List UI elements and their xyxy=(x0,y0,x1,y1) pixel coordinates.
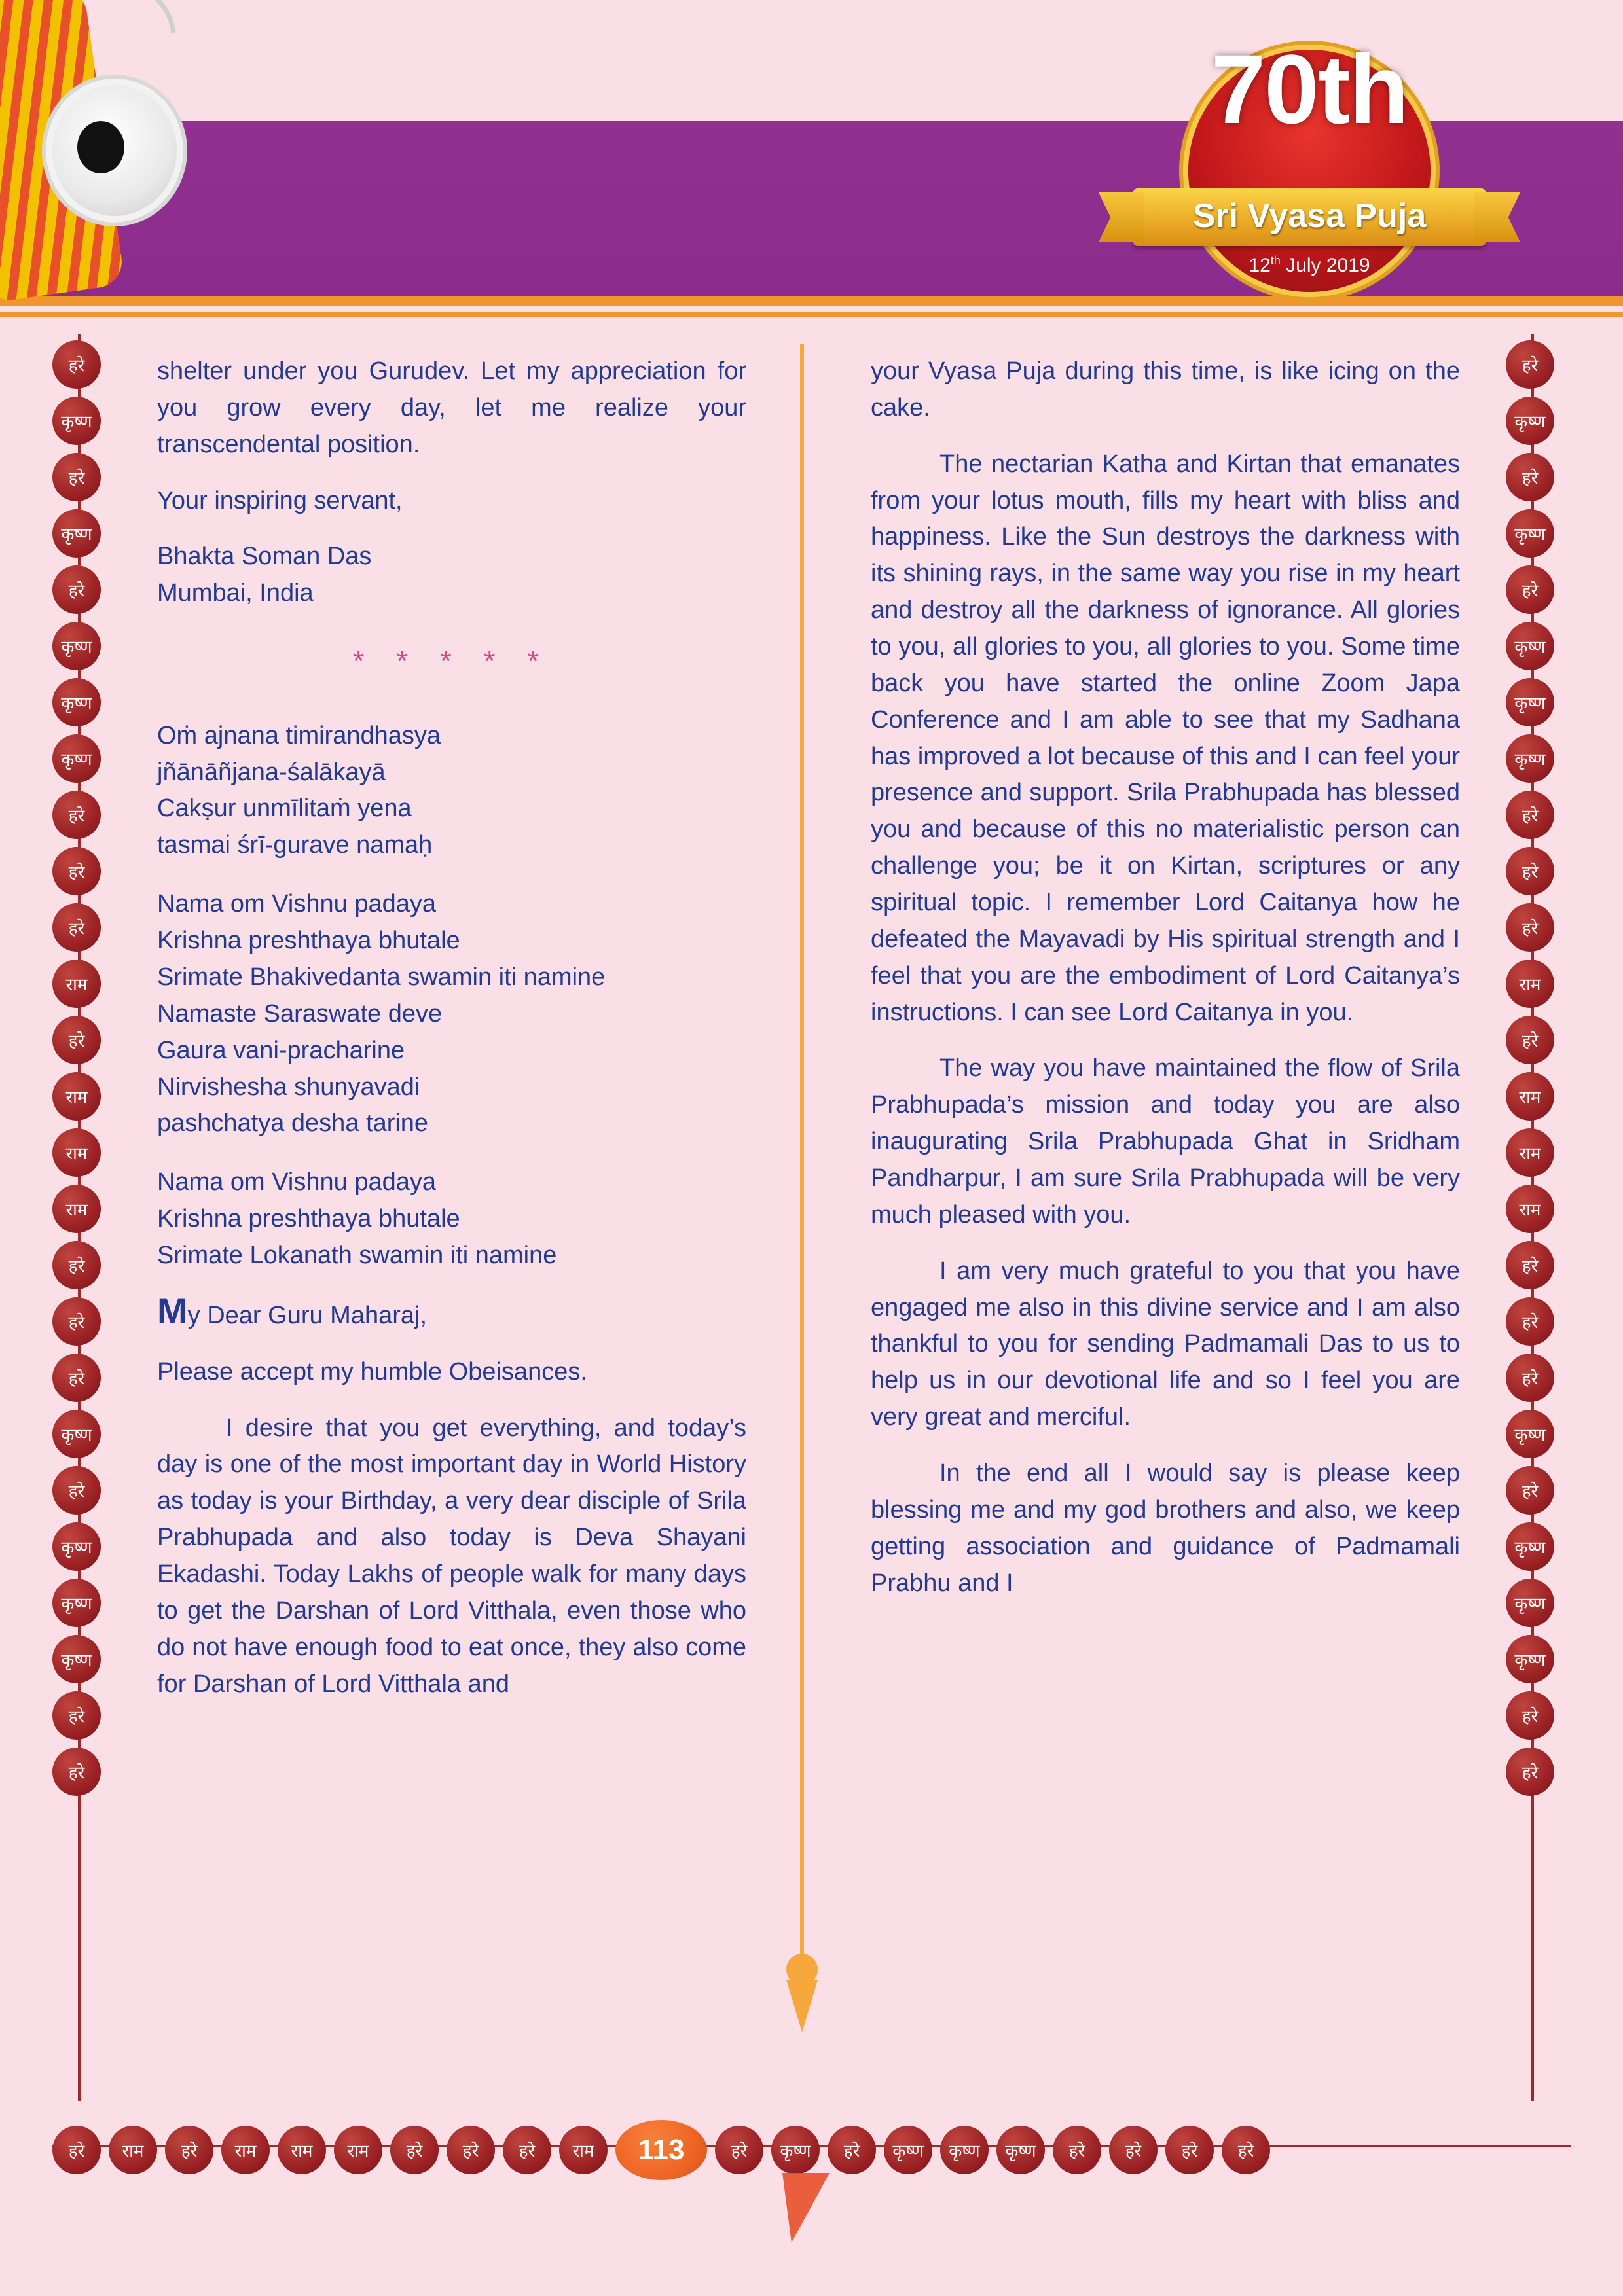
bead: कृष्ण xyxy=(52,734,101,783)
bead: हरे xyxy=(1506,1466,1554,1515)
signature-place: Mumbai, India xyxy=(157,579,314,607)
obeisances-line: Please accept my humble Obeisances. xyxy=(157,1357,587,1386)
bead: हरे xyxy=(447,2126,495,2174)
badge-date-rest: July 2019 xyxy=(1280,255,1370,276)
body-paragraph: In the end all I would say is please keep blessing me and my god brothers and also, we keep getting association and guidance of Padmamali Prabhu and I xyxy=(871,1460,1460,1597)
divider-arrow-ornament xyxy=(776,1954,828,2039)
bead: हरे xyxy=(52,847,101,895)
bead: हरे xyxy=(165,2126,213,2174)
closing-line: Your inspiring servant, xyxy=(157,486,403,514)
bead: हरे xyxy=(1506,565,1554,614)
right-text-column xyxy=(871,353,1460,1622)
paragraph-continued: shelter under you Gurudev. Let my appreciation for you grow every day, let me realize your transcendental position. xyxy=(157,357,746,458)
bead: हरे xyxy=(1506,847,1554,895)
badge-date-sup: th xyxy=(1270,254,1281,267)
bead: कृष्ण xyxy=(1506,509,1554,558)
bead: राम xyxy=(1506,1072,1554,1121)
drum-center-dot xyxy=(77,121,124,173)
bead: कृष्ण xyxy=(1506,1579,1554,1627)
verse-line: Krishna preshthaya bhutale xyxy=(157,927,460,955)
bead: हरे xyxy=(52,340,101,389)
bead: हरे xyxy=(52,1297,101,1346)
verse-line: Nirvishesha shunyavadi xyxy=(157,1073,420,1101)
bead: हरे xyxy=(52,1016,101,1064)
bead: कृष्ण xyxy=(52,509,101,558)
body-paragraph: I desire that you get everything, and today’s day is one of the most important day in World History as today is your Birthday, a very dear disciple of Srila Prabhupada and also today is Deva Shayani Ekadashi. Today Lakhs of people walk for many days to get the Darshan of Lord Vitthala, even those who do not have enough food to eat once, they also come for Darshan of Lord Vitthala and xyxy=(157,1414,746,1698)
badge-date xyxy=(1188,254,1431,277)
verse-line: Nama om Vishnu padaya xyxy=(157,890,436,918)
verse-line: Nama om Vishnu padaya xyxy=(157,1168,436,1196)
pranam-mantra-lokanath xyxy=(157,1164,746,1274)
bead: हरे xyxy=(52,903,101,952)
section-separator-stars: * * * * * xyxy=(352,644,551,679)
bead: कृष्ण xyxy=(1506,1635,1554,1683)
bead: हरे xyxy=(1506,1016,1554,1064)
bead: राम xyxy=(1506,1128,1554,1177)
verse-line: jñānāñjana-śalākayā xyxy=(157,758,386,786)
bead: हरे xyxy=(52,1241,101,1289)
bead: राम xyxy=(1506,1185,1554,1233)
pranam-mantra-prabhupada xyxy=(157,886,746,1142)
body-paragraph: The way you have maintained the flow of Srila Prabhupada’s mission and today you are also inaugurating Srila Prabhupada Ghat in Sridham Pandharpur, I am sure Srila Prabhupada will be very much pleased with you. xyxy=(871,1054,1460,1229)
verse-line: pashchatya desha tarine xyxy=(157,1109,429,1138)
bead: हरे xyxy=(828,2126,876,2174)
bead: हरे xyxy=(52,791,101,839)
bead: राम xyxy=(52,1128,101,1177)
verse-line: tasmai śrī-gurave namaḥ xyxy=(157,831,433,859)
bead: कृष्ण xyxy=(52,397,101,445)
bead: हरे xyxy=(52,565,101,614)
bead: हरे xyxy=(1506,1748,1554,1796)
bead: हरे xyxy=(1506,903,1554,952)
verse-line: Srimate Lokanath swamin iti namine xyxy=(157,1241,557,1269)
badge-anniversary: 70th xyxy=(1211,34,1408,144)
bead: हरे xyxy=(52,453,101,501)
bead-chain-bottom xyxy=(52,2121,1571,2179)
verse-line: Krishna preshthaya bhutale xyxy=(157,1205,460,1233)
vyasa-puja-badge xyxy=(1106,26,1512,321)
sanskrit-verse-1 xyxy=(157,718,746,864)
bead: हरे xyxy=(1506,1297,1554,1346)
verse-line: Namaste Saraswate deve xyxy=(157,999,443,1028)
body-paragraph: The nectarian Katha and Kirtan that emanates from your lotus mouth, fills my heart with bliss and happiness. Like the Sun destroys the darkness with its shining rays, in the same way you rise in my heart and destroy all the darkness of ignorance. All glories to you, all glories to you, all glories to you. Some time back you have started the online Zoom Japa Conference and I am able to see that my Sadhana has improved a lot because of this and I can feel your presence and support. Srila Prabhupada has blessed you and because of this no materialistic person can challenge you; be it on Kirtan, scriptures or any spiritual topic. I remember Lord Caitanya how he defeated the Mayavadi by His spiritual strength and I feel that you are the embodiment of Lord Caitanya’s instructions. I can see Lord Caitanya in you. xyxy=(871,450,1460,1026)
mridanga-drum-illustration xyxy=(0,0,183,321)
bead: कृष्ण xyxy=(52,1635,101,1683)
bead: राम xyxy=(278,2126,326,2174)
badge-date-day: 12 xyxy=(1249,255,1271,276)
salutation-text: y Dear Guru Maharaj, xyxy=(187,1301,428,1329)
bead: हरे xyxy=(1506,453,1554,501)
salutation xyxy=(157,1289,746,1335)
bead: हरे xyxy=(1506,791,1554,839)
bead: राम xyxy=(52,960,101,1008)
bead: हरे xyxy=(52,2126,101,2174)
bead: हरे xyxy=(1506,1691,1554,1740)
bead: कृष्ण xyxy=(1506,678,1554,726)
bead: कृष्ण xyxy=(1506,734,1554,783)
badge-ribbon xyxy=(1133,188,1486,246)
bead-chain-left xyxy=(52,340,106,1804)
bead: राम xyxy=(52,1185,101,1233)
bead: कृष्ण xyxy=(771,2126,820,2174)
bead: कृष्ण xyxy=(52,678,101,726)
divider-arrow-tip xyxy=(786,1980,818,2032)
page-number: 113 xyxy=(615,2120,707,2180)
bead: कृष्ण xyxy=(52,1522,101,1571)
bead: हरे xyxy=(52,1466,101,1515)
bead: कृष्ण xyxy=(996,2126,1045,2174)
bead: हरे xyxy=(1053,2126,1101,2174)
bead: हरे xyxy=(503,2126,551,2174)
bead: राम xyxy=(334,2126,382,2174)
paragraph-continued: your Vyasa Puja during this time, is like icing on the cake. xyxy=(871,357,1460,422)
bead: कृष्ण xyxy=(1506,622,1554,670)
verse-line: Oṁ ajnana timirandhasya xyxy=(157,721,441,749)
bead: हरे xyxy=(1109,2126,1158,2174)
bead: हरे xyxy=(1506,340,1554,389)
left-text-column xyxy=(157,353,746,1722)
tassel-fan xyxy=(782,2173,830,2245)
verse-line: Cakṣur unmīlitaṁ yena xyxy=(157,795,412,823)
bead: राम xyxy=(559,2126,608,2174)
bead: हरे xyxy=(1506,1354,1554,1402)
bead: कृष्ण xyxy=(1506,397,1554,445)
bead-chain-right xyxy=(1506,340,1559,1804)
bead: कृष्ण xyxy=(52,1579,101,1627)
bead: हरे xyxy=(1506,1241,1554,1289)
bead: हरे xyxy=(390,2126,439,2174)
bead: हरे xyxy=(715,2126,763,2174)
signature-name: Bhakta Soman Das xyxy=(157,543,372,571)
salutation-dropcap: M xyxy=(157,1289,188,1331)
bead: हरे xyxy=(52,1748,101,1796)
bead: हरे xyxy=(52,1354,101,1402)
bead: कृष्ण xyxy=(52,1410,101,1458)
bead: कृष्ण xyxy=(884,2126,932,2174)
bead: हरे xyxy=(52,1691,101,1740)
bead: हरे xyxy=(1222,2126,1270,2174)
body-paragraph: I am very much grateful to you that you have engaged me also in this divine service and I am also thankful to you for sending Padmamali Das to us to help us in our devotional life and so I feel you are very great and merciful. xyxy=(871,1257,1460,1431)
column-divider xyxy=(800,344,804,1973)
bead: कृष्ण xyxy=(940,2126,989,2174)
verse-line: Gaura vani-pracharine xyxy=(157,1036,405,1064)
bead: राम xyxy=(52,1072,101,1121)
verse-line: Srimate Bhakivedanta swamin iti namine xyxy=(157,963,606,991)
bead: कृष्ण xyxy=(1506,1522,1554,1571)
bead: राम xyxy=(109,2126,157,2174)
tassel-ornament xyxy=(776,2173,854,2251)
badge-title: Sri Vyasa Puja xyxy=(1192,197,1427,235)
bead: हरे xyxy=(1165,2126,1214,2174)
bead: कृष्ण xyxy=(1506,1410,1554,1458)
bead: राम xyxy=(1506,960,1554,1008)
bead: राम xyxy=(221,2126,270,2174)
bead: कृष्ण xyxy=(52,622,101,670)
